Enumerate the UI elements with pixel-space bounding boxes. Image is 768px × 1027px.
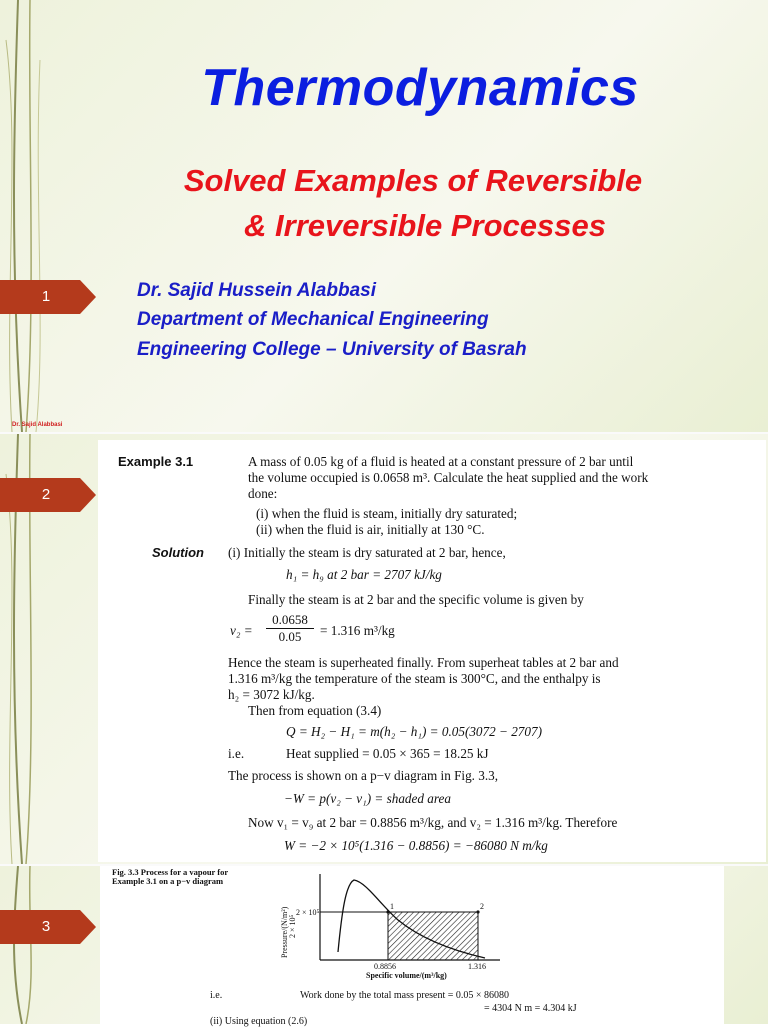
textbook-page-example: [98, 440, 766, 862]
equation: h₁ = h₉ at 2 bar = 2707 kJ/kg: [286, 567, 442, 582]
point-2-label: 2: [480, 902, 484, 911]
solution-line: Hence the steam is superheated finally. From superheat tables at 2 bar and: [228, 655, 619, 670]
fraction-numerator: 0.0658: [272, 612, 308, 627]
problem-line: A mass of 0.05 kg of a fluid is heated at a constant pressure of 2 bar until: [248, 454, 634, 469]
case-item: (ii) when the fluid is air, initially at 130 °C.: [256, 522, 485, 537]
slide-number: 3: [41, 918, 51, 935]
solution-line: h₂ = 3072 kJ/kg.: [228, 687, 315, 702]
ie-label: i.e.: [210, 990, 223, 1001]
case-item: (i) when the fluid is steam, initially dry saturated;: [256, 506, 518, 521]
problem-line: done:: [248, 486, 278, 501]
solution-line: Then from equation (3.4): [248, 703, 382, 718]
equation-lhs: v₂ =: [230, 623, 253, 638]
x-axis-title: Specific volume/(m³/kg): [366, 971, 447, 980]
equation: W = −2 × 10⁵(1.316 − 0.8856) = −86080 N m/kg: [284, 838, 548, 853]
slide-1[interactable]: [0, 0, 768, 432]
point-1-label: 1: [390, 902, 394, 911]
solution-line: The process is shown on a p−v diagram in Fig. 3.3,: [228, 768, 499, 783]
figure-caption: Fig. 3.3 Process for a vapour for Example 3.1 on a p−v diagram: [112, 867, 228, 886]
problem-line: the volume occupied is 0.0658 m³. Calculate the heat supplied and the work: [248, 470, 649, 485]
fraction-denominator: 0.05: [266, 628, 314, 645]
slide-number-badge: [0, 478, 96, 512]
equation-rhs: = 1.316 m³/kg: [320, 623, 395, 638]
department-name: Department of Mechanical Engineering: [137, 309, 489, 330]
author-credit: Dr. Sajid Alabbasi: [12, 422, 63, 428]
subtitle-line-2: & Irreversible Processes: [244, 208, 606, 243]
y-axis-label: 2 × 10⁵: [288, 914, 297, 938]
y-tick-label: 2 × 10⁵: [296, 908, 320, 917]
slide-number: 1: [41, 288, 51, 305]
fraction: [266, 612, 314, 645]
leaf-decoration-icon: [0, 866, 80, 1024]
work-done-result: = 4304 N m = 4.304 kJ: [484, 1003, 577, 1014]
solution-line: (i) Initially the steam is dry saturated at 2 bar, hence,: [228, 545, 506, 560]
y-axis-title: Pressure/(N/m²): [280, 906, 289, 958]
slide-number-badge: [0, 280, 96, 314]
slide-title: Thermodynamics: [201, 59, 639, 117]
next-part-line: (ii) Using equation (2.6): [210, 1016, 308, 1027]
work-done-line: Work done by the total mass present = 0.05 × 86080: [300, 990, 510, 1001]
solution-label: Solution: [152, 545, 204, 560]
textbook-page-figure: [100, 866, 724, 1027]
slide-number: 2: [41, 486, 51, 503]
ie-label: i.e.: [228, 746, 245, 761]
example-label: Example 3.1: [118, 454, 194, 469]
solution-line: Finally the steam is at 2 bar and the specific volume is given by: [248, 592, 584, 607]
solution-line: Now v₁ = v₉ at 2 bar = 0.8856 m³/kg, and v₂ = 1.316 m³/kg. Therefore: [248, 815, 618, 830]
solution-line: 1.316 m³/kg the temperature of the steam is 300°C, and the enthalpy is: [228, 671, 601, 686]
heat-supplied-result: Heat supplied = 0.05 × 365 = 18.25 kJ: [286, 746, 489, 761]
x-tick-label: 1.316: [468, 962, 486, 971]
college-name: Engineering College – University of Basrah: [137, 339, 527, 360]
equation: −W = p(v₂ − v₁) = shaded area: [284, 791, 451, 806]
equation: Q = H₂ − H₁ = m(h₂ − h₁) = 0.05(3072 − 2707): [286, 724, 542, 739]
slide-number-badge: [0, 910, 96, 944]
x-tick-label: 0.8856: [374, 962, 396, 971]
author-name: Dr. Sajid Hussein Alabbasi: [137, 280, 376, 301]
subtitle-line-1: Solved Examples of Reversible: [183, 163, 643, 198]
